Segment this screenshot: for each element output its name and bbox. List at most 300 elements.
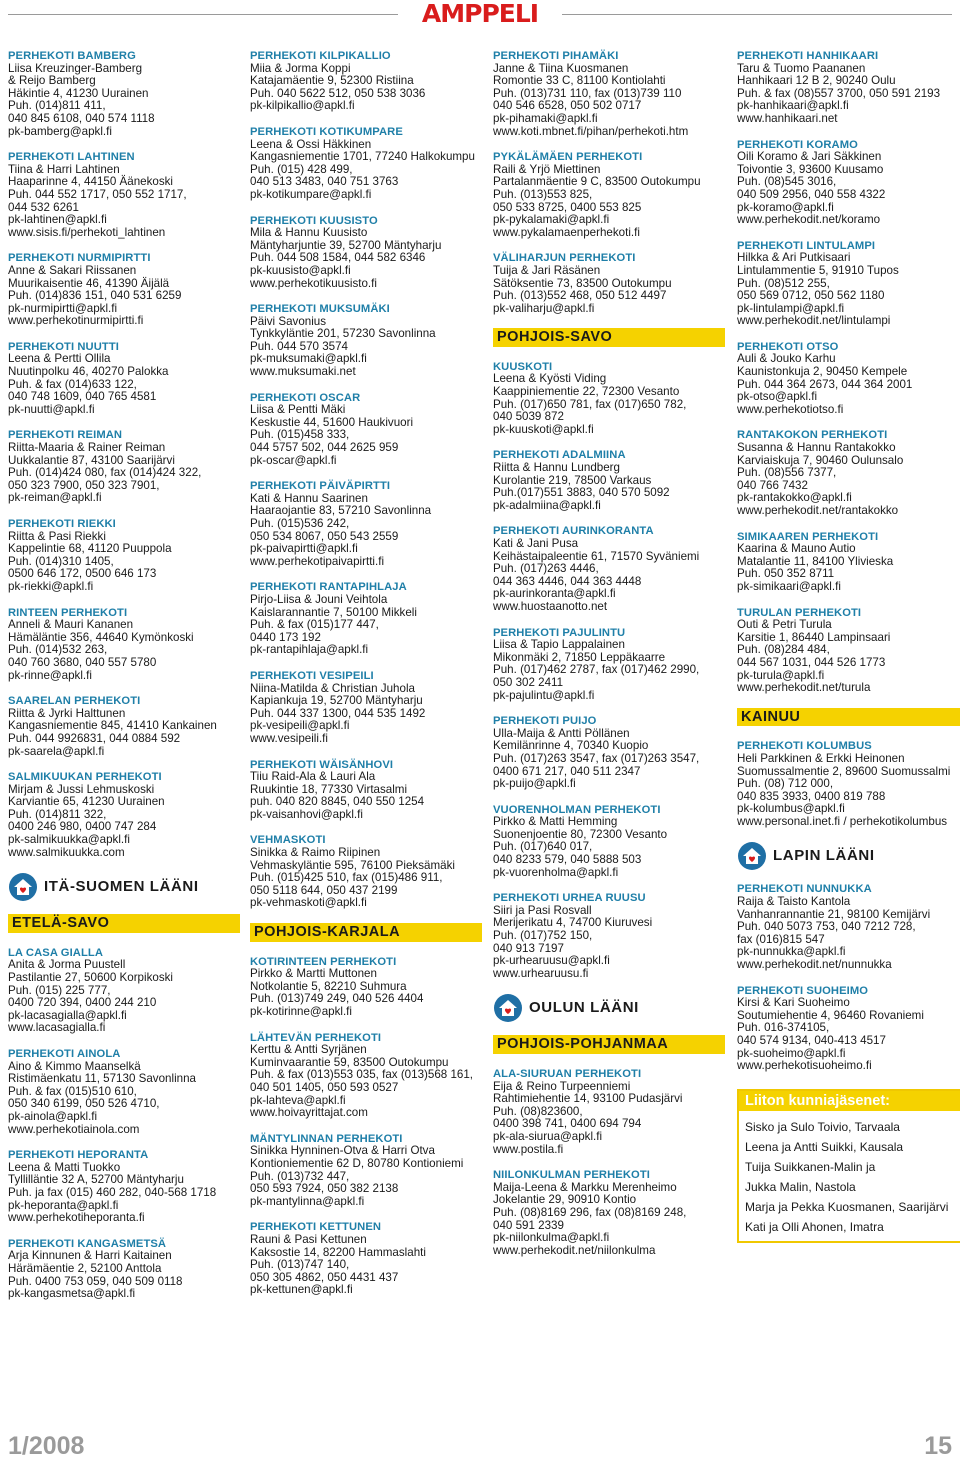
entry-title: KOTIRINTEEN PERHEKOTI	[250, 955, 397, 968]
entry-line: Puh. (014)836 151, 040 531 6259	[8, 289, 182, 303]
entry-link[interactable]: pk-puijo@apkl.fi	[493, 777, 576, 791]
entry-line: Kirsi & Kari Suoheimo	[737, 996, 850, 1010]
entry-line: Riitta & Jyrki Halttunen	[8, 706, 126, 720]
entry-link[interactable]: pk-muksumaki@apkl.fi	[250, 352, 367, 366]
entry-link[interactable]: pk-kotirinne@apkl.fi	[250, 1005, 352, 1018]
entry-line: Mikonmäki 2, 71850 Leppäkaarre	[493, 650, 666, 664]
entry-line: Puh. (013)749 249, 040 526 4404	[250, 992, 424, 1006]
entry-link[interactable]: pk-pihamaki@apkl.fi	[493, 111, 598, 125]
entry-line: Sinikka Hynninen-Otva & Harri Otva	[250, 1144, 435, 1158]
directory-entry	[737, 50, 960, 126]
entry-link[interactable]: pk-rinne@apkl.fi	[8, 668, 92, 682]
entry-title: PERHEKOTI ADALMIINA	[493, 449, 626, 462]
entry-link[interactable]: www.sisis.fi/perhekoti_lahtinen	[8, 225, 166, 239]
entry-line: Ristimäenkatu 11, 57130 Savonlinna	[8, 1072, 196, 1086]
directory-entry	[493, 525, 725, 613]
entry-line: Puh. & fax (015)510 610,	[8, 1084, 137, 1098]
entry-link[interactable]: pk-vaisanhovi@apkl.fi	[250, 807, 363, 821]
entry-line: Puh. (08)284 484,	[737, 643, 830, 657]
entry-line: Leena & Ossi Häkkinen	[250, 137, 372, 151]
directory-entry	[737, 985, 960, 1073]
entry-title: PERHEKOTI NUUTTI	[8, 340, 119, 353]
directory-entry	[8, 518, 240, 594]
entry-link[interactable]: pk-saarela@apkl.fi	[8, 744, 105, 758]
entry-line: Karviantie 65, 41230 Uurainen	[8, 795, 165, 809]
entry-link[interactable]: www.vesipeili.fi	[250, 731, 328, 745]
entry-link[interactable]: pk-reiman@apkl.fi	[8, 491, 102, 505]
entry-link[interactable]: pk-pajulintu@apkl.fi	[493, 688, 595, 702]
entry-line: Nuutinpolku 46, 40270 Palokka	[8, 365, 169, 379]
entry-title: VUORENHOLMAN PERHEKOTI	[493, 803, 661, 816]
entry-line: Mila & Hannu Kuusisto	[250, 226, 368, 240]
entry-line: Heli Parkkinen & Erkki Heinonen	[737, 751, 905, 765]
entry-line: 0400 671 217, 040 511 2347	[493, 764, 641, 778]
entry-line: Puh. (08)8169 296, fax (08)8169 248,	[493, 1205, 687, 1219]
entry-line: Anne & Sakari Riissanen	[8, 263, 137, 277]
entry-link[interactable]: pk-pykalamaki@apkl.fi	[493, 213, 610, 227]
entry-line: Puh. (08)556 7377,	[737, 466, 837, 480]
entry-line: 040 766 7432	[737, 478, 808, 492]
entry-line: Puh. (017)650 781, fax (017)650 782,	[493, 397, 687, 411]
entry-line: Hämäläntie 356, 44640 Kymönkoski	[8, 630, 194, 644]
entry-line: 0440 173 192	[250, 630, 321, 644]
entry-line: Riitta & Hannu Lundberg	[493, 461, 620, 475]
entry-link[interactable]: pk-rantakokko@apkl.fi	[737, 491, 852, 505]
entry-link[interactable]: www.perhekodit.net/lintulampi	[737, 314, 891, 328]
entry-link[interactable]: www.urhearuusu.fi	[493, 966, 589, 980]
entry-link[interactable]: www.lacasagialla.fi	[8, 1021, 106, 1035]
entry-title: PERHEKOTI MUKSUMÄKI	[250, 303, 390, 316]
entry-title: VEHMASKOTI	[250, 834, 326, 847]
entry-line: Soutumiehentie 4, 96460 Rovaniemi	[737, 1008, 924, 1022]
directory-entry	[250, 1032, 482, 1120]
entry-link[interactable]: pk-kuuskoti@apkl.fi	[493, 422, 594, 436]
entry-line: Suonenjoentie 80, 72300 Vesanto	[493, 827, 668, 841]
entry-line: Puh. (08)545 3016,	[737, 175, 837, 189]
entry-line: Puh. 044 570 3574	[250, 339, 348, 353]
entries-list	[737, 883, 960, 1072]
directory-entry	[737, 740, 960, 828]
entry-line: Niina-Matilda & Christian Juhola	[250, 681, 415, 695]
honorary-members-list	[739, 1111, 960, 1241]
entry-line: 050 533 8725, 0400 553 825	[493, 200, 642, 214]
entry-line: Kapiankuja 19, 52700 Mäntyharju	[250, 694, 423, 708]
entry-line: 040 546 6528, 050 502 0717	[493, 99, 642, 113]
entry-link[interactable]: pk-vuorenholma@apkl.fi	[493, 865, 619, 879]
entry-line: Puh. (013)747 140,	[250, 1258, 350, 1272]
entry-line: Leena & Pertti Ollila	[8, 352, 111, 366]
entry-link[interactable]: www.perhekotisuoheimo.fi	[737, 1059, 872, 1073]
entry-title: PERHEKOTI AURINKORANTA	[493, 525, 654, 538]
member-line: Sisko ja Sulo Toivio, Tarvaala	[745, 1120, 900, 1135]
entry-line: puh. 040 820 8845, 040 550 1254	[250, 795, 425, 809]
page-number: 15	[924, 1432, 952, 1460]
entry-link[interactable]: pk-ainola@apkl.fi	[8, 1109, 98, 1123]
directory-entry	[250, 392, 482, 468]
directory-entry	[8, 771, 240, 859]
entry-title: VÄLIHARJUN PERHEKOTI	[493, 252, 636, 265]
entry-line: Ulla-Maija & Antti Pöllänen	[493, 726, 630, 740]
entry-title: PERHEKOTI LINTULAMPI	[737, 239, 876, 252]
entry-link[interactable]: pk-nurmipirtti@apkl.fi	[8, 301, 118, 315]
entry-line: Kemilänrinne 4, 70340 Kuopio	[493, 739, 649, 753]
entry-link[interactable]: pk-kuusisto@apkl.fi	[250, 263, 351, 277]
entry-title: PERHEKOTI HANHIKAARI	[737, 50, 879, 62]
directory-entry	[8, 1048, 240, 1136]
entry-line: Liisa & Pentti Mäki	[250, 403, 346, 417]
entry-line: Taru & Tuomo Paananen	[737, 61, 866, 75]
entry-line: Toivontie 3, 93600 Kuusamo	[737, 162, 884, 176]
member-line: Jukka Malin, Nastola	[745, 1180, 856, 1195]
entry-link[interactable]: pk-niilonkulma@apkl.fi	[493, 1231, 610, 1245]
entry-line: 044 532 6261	[8, 200, 79, 214]
entry-line: Kati & Hannu Saarinen	[250, 491, 368, 505]
entry-line: Arja Kinnunen & Harri Kaitainen	[8, 1249, 172, 1263]
entry-line: Jokelantie 29, 90910 Kontio	[493, 1193, 637, 1207]
entry-link[interactable]: www.perhekotipaivapirtti.fi	[250, 554, 385, 568]
entry-title: PERHEKOTI REIMAN	[8, 429, 123, 442]
section-bar-pohjois-pohjanmaa: POHJOIS-POHJANMAA	[493, 1035, 725, 1054]
entry-line: Puh. & fax (015)177 447,	[250, 618, 379, 632]
entry-line: 040 501 1405, 050 593 0527	[250, 1080, 399, 1094]
entry-line: Sinikka & Raimo Riipinen	[250, 846, 381, 860]
entry-link[interactable]: pk-kotikumpare@apkl.fi	[250, 187, 372, 201]
entry-line: Kuminvaarantie 59, 83500 Outokumpu	[250, 1055, 449, 1069]
entry-line: Rahtimiehentie 14, 93100 Pudasjärvi	[493, 1092, 683, 1106]
entry-line: Partalanmäentie 9 C, 83500 Outokumpu	[493, 175, 701, 189]
entry-link[interactable]: www.perhekodit.net/koramo	[737, 213, 881, 227]
directory-entry	[8, 252, 240, 328]
entry-link[interactable]: www.perhekodit.net/turula	[737, 681, 871, 695]
column-2	[250, 50, 482, 1310]
entry-link[interactable]: pk-lahtinen@apkl.fi	[8, 213, 107, 227]
directory-entry	[8, 1149, 240, 1225]
entry-link[interactable]: pk-bamberg@apkl.fi	[8, 124, 112, 138]
entry-line: Puh. (014)532 263,	[8, 643, 108, 657]
entry-line: Tiiu Raid-Ala & Lauri Ala	[250, 770, 376, 784]
entry-link[interactable]: www.perhekotiotso.fi	[737, 402, 844, 416]
directory-entry	[493, 50, 725, 138]
entry-line: Oili Koramo & Jari Säkkinen	[737, 150, 882, 164]
entry-link[interactable]: www.huostaanotto.net	[493, 599, 608, 613]
entry-title: PERHEKOTI AINOLA	[8, 1048, 121, 1060]
entry-line: 0400 398 741, 0400 694 794	[493, 1117, 642, 1131]
entry-link[interactable]: pk-kettunen@apkl.fi	[250, 1283, 353, 1297]
region-heading-lappi	[737, 841, 960, 871]
directory-entry	[737, 531, 960, 594]
entry-line: Puh. 0400 753 059, 040 509 0118	[8, 1274, 183, 1288]
entry-title: SALMIKUUKAN PERHEKOTI	[8, 771, 162, 784]
entry-title: SIMIKAAREN PERHEKOTI	[737, 530, 879, 543]
entry-link[interactable]: pk-urhearuusu@apkl.fi	[493, 954, 610, 968]
entry-line: Puh. 044 552 1717, 050 552 1717,	[8, 187, 187, 201]
entry-line: Lintulammentie 5, 91910 Tupos	[737, 263, 899, 277]
entry-line: Leena & Kyösti Viding	[493, 372, 607, 386]
entry-line: Keihästaipaleentie 61, 71570 Syväniemi	[493, 549, 700, 563]
member-line: Marja ja Pekka Kuosmanen, Saarijärvi	[745, 1200, 949, 1215]
entry-line: 050 5118 644, 050 437 2199	[250, 883, 398, 897]
entry-line: Liisa Kreuzinger-Bamberg	[8, 61, 143, 75]
entry-line: Hanhikaari 12 B 2, 90240 Oulu	[737, 74, 896, 88]
entry-link[interactable]: www.perhekodit.net/niilonkulma	[493, 1243, 656, 1257]
entry-title: PERHEKOTI NUNNUKKA	[737, 883, 872, 896]
entry-link[interactable]: www.postila.fi	[493, 1142, 564, 1156]
directory-entry	[250, 581, 482, 657]
entry-line: Puh. 044 364 2673, 044 364 2001	[737, 377, 913, 391]
directory-entry	[493, 1068, 725, 1156]
entry-link[interactable]: www.pykalamaenperhekoti.fi	[493, 225, 640, 239]
entry-title: PERHEKOTI WÄISÄNHOVI	[250, 758, 394, 771]
entry-title: SAARELAN PERHEKOTI	[8, 695, 141, 708]
directory-entry	[250, 303, 482, 379]
directory-entry	[250, 834, 482, 910]
entry-line: Tiina & Harri Lahtinen	[8, 162, 120, 176]
directory-entry	[250, 215, 482, 291]
entry-link[interactable]: pk-koramo@apkl.fi	[737, 200, 834, 214]
entry-line: Puh. 016-374105,	[737, 1021, 830, 1035]
entry-line: Puh. (013)731 110, fax (013)739 110	[493, 86, 682, 100]
directory-entry	[250, 670, 482, 746]
entry-title: LÄHTEVÄN PERHEKOTI	[250, 1031, 382, 1044]
entry-link[interactable]: pk-kilpikallio@apkl.fi	[250, 99, 355, 113]
entry-link[interactable]: pk-suoheimo@apkl.fi	[737, 1046, 846, 1060]
section-bar-pohjois-savo: POHJOIS-SAVO	[493, 328, 725, 347]
directory-entry	[250, 1133, 482, 1209]
entries-list	[8, 50, 240, 859]
column-3	[493, 50, 725, 1270]
entry-line: Pastilantie 27, 50600 Korpikoski	[8, 971, 173, 985]
entry-line: Kaunistonkuja 2, 90450 Kempele	[737, 365, 908, 379]
entry-link[interactable]: pk-mantylinna@apkl.fi	[250, 1194, 365, 1208]
entry-line: Puh. (013)732 447,	[250, 1169, 350, 1183]
directory-entry	[8, 50, 240, 138]
entry-link[interactable]: www.perhekodit.net/nunnukka	[737, 958, 892, 972]
entry-line: Raija & Taisto Kantola	[737, 895, 851, 909]
entry-link[interactable]: pk-paivapirtti@apkl.fi	[250, 542, 358, 556]
entry-line: 040 835 3933, 0400 819 788	[737, 789, 886, 803]
entry-link[interactable]: www.hanhikaari.net	[737, 111, 838, 125]
entry-line: Anneli & Mauri Kananen	[8, 618, 134, 632]
entry-title: PERHEKOTI RIEKKI	[8, 518, 116, 530]
entry-line: Kaksostie 14, 82200 Hammaslahti	[250, 1245, 426, 1259]
entry-title: PERHEKOTI PUIJO	[493, 715, 597, 728]
entry-link[interactable]: pk-vehmaskoti@apkl.fi	[250, 896, 367, 910]
entry-link[interactable]: pk-salmikuukka@apkl.fi	[8, 833, 130, 847]
entry-link[interactable]: pk-lahteva@apkl.fi	[250, 1093, 346, 1107]
entry-link[interactable]: pk-kolumbus@apkl.fi	[737, 802, 845, 816]
entry-line: Puh. (08)823600,	[493, 1104, 583, 1118]
heart-house-icon	[493, 993, 523, 1023]
entry-line: 040 509 2956, 040 558 4322	[737, 187, 886, 201]
entry-title: PERHEKOTI OSCAR	[250, 391, 361, 404]
entry-link[interactable]: pk-lintulampi@apkl.fi	[737, 301, 845, 315]
entry-title: TURULAN PERHEKOTI	[737, 606, 862, 619]
entry-line: Kangasniementie 845, 41410 Kankainen	[8, 719, 217, 733]
entry-line: Karviaiskuja 7, 90460 Oulunsalo	[737, 453, 904, 467]
entry-title: PERHEKOTI KORAMO	[737, 138, 858, 151]
entry-line: Puh. (014)310 1405,	[8, 554, 114, 568]
entry-line: Puh. (014)811 411,	[8, 99, 106, 113]
entry-line: Puh. (017)263 4446,	[493, 562, 599, 576]
entry-link[interactable]: pk-valiharju@apkl.fi	[493, 301, 595, 315]
directory-entry	[250, 480, 482, 568]
entry-link[interactable]: pk-otso@apkl.fi	[737, 390, 818, 404]
entry-line: Puh.(017)551 3883, 040 570 5092	[493, 486, 670, 500]
column-4	[737, 50, 960, 1243]
entry-line: Tynkkyläntie 201, 57230 Savonlinna	[250, 327, 436, 341]
entry-line: Mirjam & Jussi Lehmuskoski	[8, 782, 155, 796]
entry-line: 050 305 4862, 050 4431 437	[250, 1270, 399, 1284]
entry-link[interactable]: pk-riekki@apkl.fi	[8, 579, 94, 593]
entry-line: Sätöksentie 73, 83500 Outokumpu	[493, 276, 672, 290]
region-title: ITÄ-SUOMEN LÄÄNI	[44, 877, 199, 895]
entry-title: PERHEKOTI URHEA RUUSU	[493, 892, 646, 905]
entry-line: 040 760 3680, 040 557 5780	[8, 655, 157, 669]
entry-line: 0400 720 394, 0400 244 210	[8, 996, 157, 1010]
entry-line: Puh. (08) 712 000,	[737, 777, 834, 791]
directory-entry	[493, 892, 725, 980]
entry-link[interactable]: www.perhekodit.net/rantakokko	[737, 504, 899, 517]
directory-entry	[737, 240, 960, 328]
entry-title: PERHEKOTI PÄIVÄPIRTTI	[250, 480, 391, 493]
directory-entry	[493, 804, 725, 880]
entry-title: LA CASA GIALLA	[8, 946, 104, 959]
entries-list	[8, 947, 240, 1301]
honorary-members-title: Liiton kunniajäsenet:	[739, 1091, 960, 1112]
directory-entry	[8, 1238, 240, 1301]
entry-line: Puh. (013)553 825,	[493, 187, 593, 201]
entry-line: Auli & Jouko Karhu	[737, 352, 836, 366]
entry-title: PERHEKOTI KOTIKUMPARE	[250, 125, 403, 138]
entry-line: Keskustie 44, 51600 Haukivuori	[250, 415, 414, 429]
entry-link[interactable]: www.perhekotikuusisto.fi	[250, 276, 377, 290]
directory-entry	[737, 139, 960, 227]
entry-line: 044 363 4446, 044 363 4448	[493, 574, 642, 588]
entry-link[interactable]: www.koti.mbnet.fi/pihan/perhekoti.htm	[493, 124, 689, 138]
entry-line: & Reijo Bamberg	[8, 74, 96, 88]
entry-link[interactable]: pk-ala-siurua@apkl.fi	[493, 1129, 603, 1143]
directory-entry	[737, 341, 960, 417]
entry-line: Hilkka & Ari Putkisaari	[737, 251, 851, 265]
entry-line: Tyllilläntie 32 A, 52700 Mäntyharju	[8, 1173, 184, 1187]
entry-line: Kappelintie 68, 41120 Puuppola	[8, 542, 172, 556]
entry-line: Muurikaisentie 46, 41390 Äijälä	[8, 276, 170, 290]
entry-line: Suomussalmentie 2, 89600 Suomussalmi	[737, 764, 951, 778]
entry-line: Pirkko & Matti Hemming	[493, 815, 618, 829]
entry-line: Puh. (013)552 468, 050 512 4497	[493, 289, 667, 303]
entry-line: Puh. & fax (014)633 122,	[8, 377, 137, 391]
entry-link[interactable]: pk-nunnukka@apkl.fi	[737, 945, 846, 959]
entry-line: 040 8233 579, 040 5888 503	[493, 853, 642, 867]
region-title: LAPIN LÄÄNI	[773, 847, 875, 865]
entry-title: PERHEKOTI PIHAMÄKI	[493, 50, 619, 62]
entry-line: Haaparinne 4, 44150 Äänekoski	[8, 175, 174, 189]
entry-line: Anita & Jorma Puustell	[8, 958, 126, 972]
entry-link[interactable]: pk-aurinkoranta@apkl.fi	[493, 587, 616, 601]
entries-list	[737, 740, 960, 828]
entry-title: ALA-SIURUAN PERHEKOTI	[493, 1068, 642, 1080]
entry-line: Päivi Savonius	[250, 314, 327, 328]
entry-line: Susanna & Hannu Rantakokko	[737, 441, 896, 455]
entry-title: PERHEKOTI VESIPEILI	[250, 669, 374, 682]
heart-house-icon	[737, 841, 767, 871]
entry-link[interactable]: pk-turula@apkl.fi	[737, 668, 825, 682]
entry-link[interactable]: pk-simikaari@apkl.fi	[737, 579, 841, 593]
entry-line: Puh. (017)462 2787, fax (017)462 2990,	[493, 663, 700, 677]
entry-line: Uukkalantie 87, 43100 Saarijärvi	[8, 453, 175, 467]
entry-link[interactable]: pk-nuutti@apkl.fi	[8, 402, 95, 416]
entry-title: PERHEKOTI KILPIKALLIO	[250, 50, 391, 62]
entry-link[interactable]: pk-heporanta@apkl.fi	[8, 1198, 119, 1212]
entry-line: Puh. (017)263 3547, fax (017)263 3547,	[493, 751, 700, 765]
entry-link[interactable]: www.hoivayrittajat.com	[250, 1106, 368, 1120]
heart-house-icon	[8, 872, 38, 902]
entry-title: NIILONKULMAN PERHEKOTI	[493, 1169, 650, 1182]
entry-title: PERHEKOTI RANTAPIHLAJA	[250, 581, 407, 594]
entry-title: PERHEKOTI SUOHEIMO	[737, 984, 869, 997]
directory-entry	[737, 607, 960, 695]
entry-line: Puh. (015)536 242,	[250, 517, 350, 530]
member-line: Kati ja Olli Ahonen, Imatra	[745, 1220, 884, 1235]
directory-entry	[8, 341, 240, 417]
entry-line: Pirkko & Martti Muttonen	[250, 967, 377, 981]
entry-title: PERHEKOTI BAMBERG	[8, 50, 136, 62]
entry-link[interactable]: pk-kangasmetsa@apkl.fi	[8, 1287, 136, 1301]
entry-link[interactable]: www.perhekotiainola.com	[8, 1122, 140, 1136]
entry-line: Puh. 040 5073 753, 040 7212 728,	[737, 920, 916, 934]
entry-link[interactable]: pk-rantapihlaja@apkl.fi	[250, 643, 369, 657]
entry-link[interactable]: pk-oscar@apkl.fi	[250, 453, 337, 467]
entry-line: Kaarina & Mauno Autio	[737, 542, 856, 556]
entry-line: 040 574 9134, 040-413 4517	[737, 1034, 886, 1047]
entry-line: Kati & Jani Pusa	[493, 537, 579, 550]
entry-link[interactable]: www.perhekotiheporanta.fi	[8, 1211, 145, 1225]
entry-title: PERHEKOTI HEPORANTA	[8, 1149, 149, 1162]
entry-link[interactable]: www.salmikuukka.com	[8, 845, 125, 859]
entry-line: Rauni & Pasi Kettunen	[250, 1232, 367, 1246]
entry-title: PERHEKOTI OTSO	[737, 340, 839, 353]
entry-link[interactable]: pk-hanhikaari@apkl.fi	[737, 99, 849, 113]
entry-line: Kerttu & Antti Syrjänen	[250, 1043, 367, 1057]
entry-line: Häkintie 4, 41230 Uurainen	[8, 86, 149, 100]
entry-line: Siiri ja Pasi Rosvall	[493, 903, 592, 917]
section-bar-kainuu: KAINUU	[737, 708, 960, 727]
entry-title: PERHEKOTI NURMIPIRTTI	[8, 252, 151, 265]
entry-line: Aino & Kimmo Maanselkä	[8, 1059, 141, 1073]
entry-link[interactable]: pk-lacasagialla@apkl.fi	[8, 1008, 127, 1022]
entry-line: Haaraojantie 83, 57210 Savonlinna	[250, 504, 432, 518]
section-bar-etela-savo: ETELÄ-SAVO	[8, 914, 240, 933]
entry-link[interactable]: www.personal.inet.fi / perhekotikolumbus	[737, 814, 948, 828]
issue-number: 1/2008	[8, 1432, 85, 1460]
entry-line: Liisa & Tapio Lappalainen	[493, 638, 625, 652]
directory-entry	[737, 883, 960, 971]
entries-list	[250, 50, 482, 910]
entry-link[interactable]: pk-vesipeili@apkl.fi	[250, 719, 350, 733]
entry-link[interactable]: www.muksumaki.net	[250, 365, 356, 379]
directory-entry	[493, 252, 725, 315]
entry-line: Härämäentie 2, 52100 Anttola	[8, 1261, 162, 1275]
entry-line: 040 591 2339	[493, 1218, 564, 1232]
entry-line: Kaappiniementie 22, 72300 Vesanto	[493, 385, 680, 399]
entry-line: 050 302 2411	[493, 675, 564, 689]
entry-line: Puh. (015)425 510, fax (015)486 911,	[250, 871, 443, 885]
entry-line: Maija-Leena & Markku Merenheimo	[493, 1180, 677, 1194]
entry-line: Miia & Jorma Koppi	[250, 61, 351, 75]
entry-link[interactable]: www.perhekotinurmipirtti.fi	[8, 314, 144, 328]
entry-link[interactable]: pk-adalmiina@apkl.fi	[493, 498, 601, 512]
directory-entry	[8, 429, 240, 505]
